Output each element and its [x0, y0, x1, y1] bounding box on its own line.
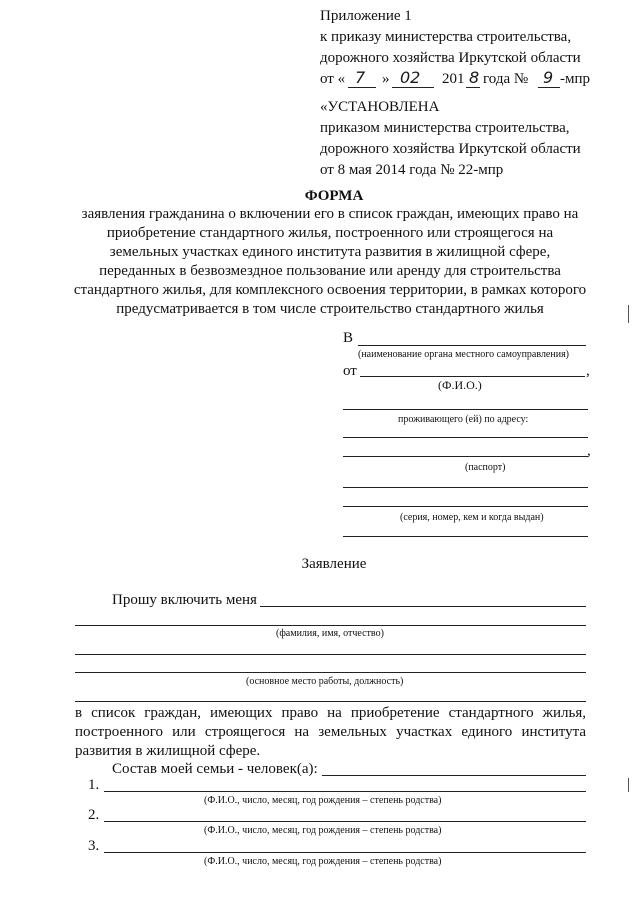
member-number-3: 3.	[88, 838, 100, 854]
name-hint: (фамилия, имя, отчество)	[276, 628, 384, 639]
member-hint-1: (Ф.И.О., число, месяц, год рождения – степень родства)	[204, 795, 442, 806]
day-handwritten: 7	[355, 68, 366, 87]
work-field-2[interactable]	[75, 672, 586, 673]
date-mid: »	[382, 71, 390, 87]
from-label: от	[343, 363, 357, 379]
form-description-line: стандартного жилья, для комплексного освоения территории, в рамках которого	[73, 282, 587, 298]
address-comma: ,	[587, 443, 591, 459]
established-ministry: дорожного хозяйства Иркутской области	[320, 141, 581, 157]
year-suffix: года №	[483, 71, 529, 87]
statement-body-line: в список граждан, имеющих право на приобретение стандартного жилья,	[75, 705, 586, 721]
family-member-field-2[interactable]	[104, 821, 586, 822]
work-hint: (основное место работы, должность)	[246, 676, 404, 687]
established-date: от 8 мая 2014 года № 22-мпр	[320, 162, 504, 178]
established-label: «УСТАНОВЛЕНА	[320, 99, 440, 115]
passport-field-3[interactable]	[343, 536, 588, 537]
month-underline	[392, 87, 434, 88]
order-date-line	[320, 70, 610, 92]
statement-body-line: построенного или строящегося на земельных участках единого института	[75, 724, 586, 740]
address-field-2[interactable]	[343, 456, 588, 457]
address-field-1[interactable]	[343, 437, 588, 438]
statement-heading: Заявление	[301, 556, 367, 572]
form-description-line: переданных в безвозмездное пользование или аренду для строительства	[99, 263, 561, 279]
fio-hint: (Ф.И.О.)	[438, 378, 482, 392]
number-underline	[538, 87, 560, 88]
passport-hint: (паспорт)	[465, 462, 506, 473]
established-by-order: приказом министерства строительства,	[320, 120, 570, 136]
fio-continuation-field[interactable]	[343, 409, 588, 410]
family-label: Состав моей семьи - человек(а):	[112, 761, 318, 777]
work-field-1[interactable]	[75, 654, 586, 655]
ministry-name: дорожного хозяйства Иркутской области	[320, 50, 581, 66]
member-number-1: 1.	[88, 777, 100, 793]
scan-mark	[628, 778, 629, 792]
form-description-line: земельных участках единого института развития в жилищной сфере,	[109, 244, 551, 260]
statement-body-line: развития в жилищной сфере.	[75, 743, 261, 759]
to-authority-field[interactable]	[358, 345, 586, 346]
form-description	[50, 205, 610, 319]
family-member-field-1[interactable]	[104, 791, 586, 792]
member-hint-3: (Ф.И.О., число, месяц, год рождения – степень родства)	[204, 856, 442, 867]
year-underline	[466, 87, 480, 88]
year-prefix: 201	[442, 71, 465, 87]
request-label: Прошу включить меня	[112, 592, 257, 608]
member-number-2: 2.	[88, 807, 100, 823]
applicant-name-field-2[interactable]	[75, 625, 586, 626]
order-reference: к приказу министерства строительства,	[320, 29, 572, 45]
family-member-field-3[interactable]	[104, 852, 586, 853]
family-count-field[interactable]	[322, 775, 586, 776]
date-prefix: от «	[320, 71, 346, 87]
passport-field-2[interactable]	[343, 506, 588, 507]
from-name-field[interactable]	[360, 376, 585, 377]
appendix-label: Приложение 1	[320, 8, 412, 24]
address-hint: проживающего (ей) по адресу:	[398, 414, 529, 425]
member-hint-2: (Ф.И.О., число, месяц, год рождения – степень родства)	[204, 825, 442, 836]
passport-details-hint: (серия, номер, кем и когда выдан)	[400, 512, 544, 523]
to-label: В	[343, 330, 354, 346]
scan-mark	[628, 305, 629, 323]
number-handwritten: 9	[543, 68, 554, 87]
statement-body	[75, 704, 586, 761]
number-suffix: -мпр	[560, 71, 591, 87]
applicant-name-field-1[interactable]	[260, 606, 586, 607]
passport-field-1[interactable]	[343, 487, 588, 488]
from-comma: ,	[586, 363, 590, 379]
form-description-line: заявления гражданина о включении его в список граждан, имеющих право на	[81, 206, 579, 222]
year-handwritten: 8	[469, 68, 480, 87]
work-field-3[interactable]	[75, 701, 586, 702]
day-underline	[348, 87, 376, 88]
form-heading: ФОРМА	[304, 188, 364, 204]
form-description-line: предусматривается в том числе строительство стандартного жилья	[116, 301, 544, 317]
to-authority-hint: (наименование органа местного самоуправления)	[358, 349, 570, 360]
month-handwritten: 02	[400, 68, 421, 87]
form-description-line: приобретение стандартного жилья, построенного или строящегося на	[106, 225, 554, 241]
